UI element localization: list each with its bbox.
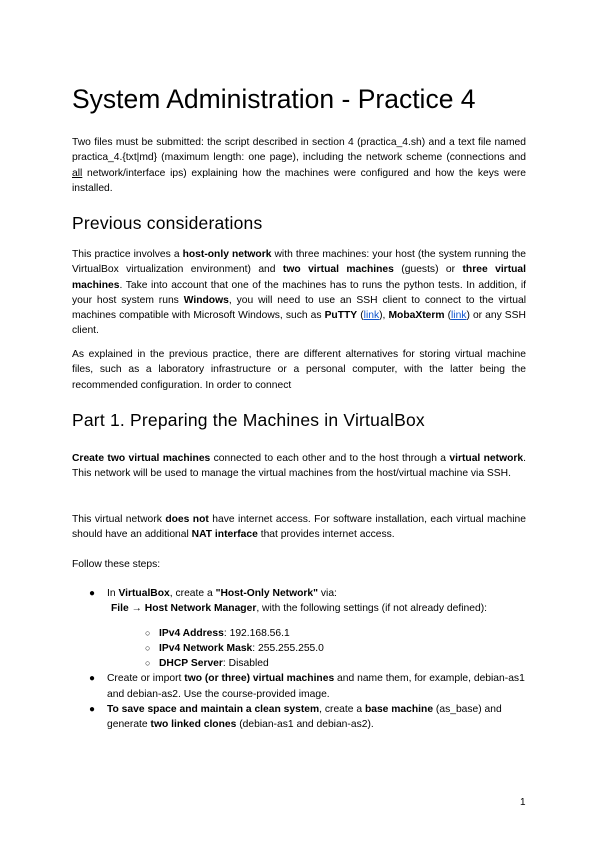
list-item — [89, 702, 526, 733]
text: ), — [379, 310, 389, 322]
text: Create or import — [107, 673, 185, 685]
menu-path: File → Host Network Manager — [111, 603, 257, 615]
setting-label: IPv4 Network Mask — [159, 642, 253, 654]
text: that provides internet access. — [257, 529, 395, 541]
text: . Take into account that one of the machines has to runs the python tests. In addition, if your host system runs — [72, 279, 526, 306]
text: (guests) or — [393, 264, 463, 276]
text: This practice involves a — [72, 249, 183, 260]
bold-text: two linked clones — [150, 719, 237, 731]
setting-value: : Disabled — [222, 658, 269, 670]
bold-text: VirtualBox — [118, 588, 170, 599]
text: This virtual network — [72, 514, 166, 525]
setting-value: : 255.255.255.0 — [252, 642, 324, 654]
intro-text: network/interface ips) explaining how the machines were configured and how the keys were installed. — [72, 167, 526, 194]
bold-text: NAT interface — [191, 529, 258, 541]
list-item — [145, 656, 526, 671]
settings-sublist — [107, 626, 526, 672]
previous-paragraph-1 — [72, 247, 526, 339]
bold-text: PuTTY — [324, 310, 358, 322]
bold-text: base machine — [364, 704, 434, 716]
list-item — [145, 641, 526, 656]
text: , you will need to use an SSH client to connect to the virtual machines compatible with Microsoft Windows, such as — [72, 294, 527, 322]
bold-text: does not — [165, 514, 209, 525]
text: have internet access. For software installation, each virtual machine should have an additional — [72, 514, 526, 541]
list-item — [89, 671, 526, 702]
setting-label: DHCP Server — [159, 658, 223, 670]
intro-paragraph — [72, 135, 526, 196]
part1-paragraph-1 — [72, 451, 526, 482]
bold-text: Windows — [183, 294, 229, 306]
text: connected to each other and to the host through a — [210, 453, 450, 464]
section-heading-part-1: Part 1. Preparing the Machines in VirtualBox — [72, 410, 425, 430]
bold-text: To save space and maintain a clean system — [107, 704, 320, 716]
bold-text: MobaXterm — [388, 310, 445, 322]
list-item — [89, 586, 526, 671]
text: In — [107, 588, 119, 599]
bold-text: host-only network — [182, 249, 272, 260]
bold-text: two (or three) virtual machines — [184, 673, 335, 685]
steps-list — [89, 586, 526, 733]
text: , create a — [319, 704, 365, 716]
bold-text: virtual network — [449, 453, 524, 464]
text: (debian-as1 and debian-as2). — [236, 719, 374, 731]
setting-label: IPv4 Address — [159, 627, 224, 639]
part1-paragraph-3: Follow these steps: — [72, 559, 161, 570]
bold-text: "Host-Only Network" — [215, 588, 319, 599]
list-item — [145, 626, 526, 641]
mobaxterm-link[interactable]: link — [451, 310, 467, 322]
text: with three machines: your host (the system running the VirtualBox virtualization environment) and — [72, 249, 527, 276]
bold-text: three virtual machines — [72, 264, 526, 291]
text: and name them, for example, debian-as1 and debian-as2. Use the course-provided image. — [107, 673, 525, 700]
text: , create a — [169, 588, 216, 599]
intro-text: Two files must be submitted: the script described in section 4 (practica_4.sh) and a text file named practica_4.{txt|md} (maximum length: one page), including the network scheme (connections and — [72, 137, 526, 164]
setting-value: : 192.168.56.1 — [223, 627, 290, 639]
bold-text: two virtual machines — [282, 264, 394, 276]
text: ( — [444, 310, 452, 322]
previous-paragraph-2: As explained in the previous practice, there are different alternatives for storing virtual machine files, such as a laboratory infrastructure or a personal computer, with the latter being the recommended configuration. In order to connect — [72, 349, 526, 391]
page-title: System Administration - Practice 4 — [72, 84, 476, 114]
part1-paragraph-2 — [72, 512, 526, 543]
text: . This network will be used to manage the virtual machines from the host/virtual machine via SSH. — [72, 453, 526, 480]
text: (as_base) and generate — [107, 704, 502, 731]
intro-underlined-all: all — [72, 167, 83, 179]
section-heading-previous-considerations: Previous considerations — [72, 213, 263, 233]
text: ) or any SSH client. — [72, 310, 526, 337]
circle-bullet-icon: ○ — [145, 642, 151, 653]
text: via: — [318, 588, 337, 599]
circle-bullet-icon: ○ — [145, 627, 151, 638]
bullet-icon: ● — [89, 673, 96, 685]
text: , with the following settings (if not already defined): — [256, 603, 487, 615]
bullet-icon: ● — [89, 704, 96, 716]
page-number: 1 — [520, 797, 526, 808]
putty-link[interactable]: link — [363, 310, 380, 322]
text: ( — [357, 310, 364, 322]
bold-text: Create two virtual machines — [72, 453, 211, 464]
bullet-icon: ● — [89, 588, 96, 599]
circle-bullet-icon: ○ — [145, 658, 151, 669]
